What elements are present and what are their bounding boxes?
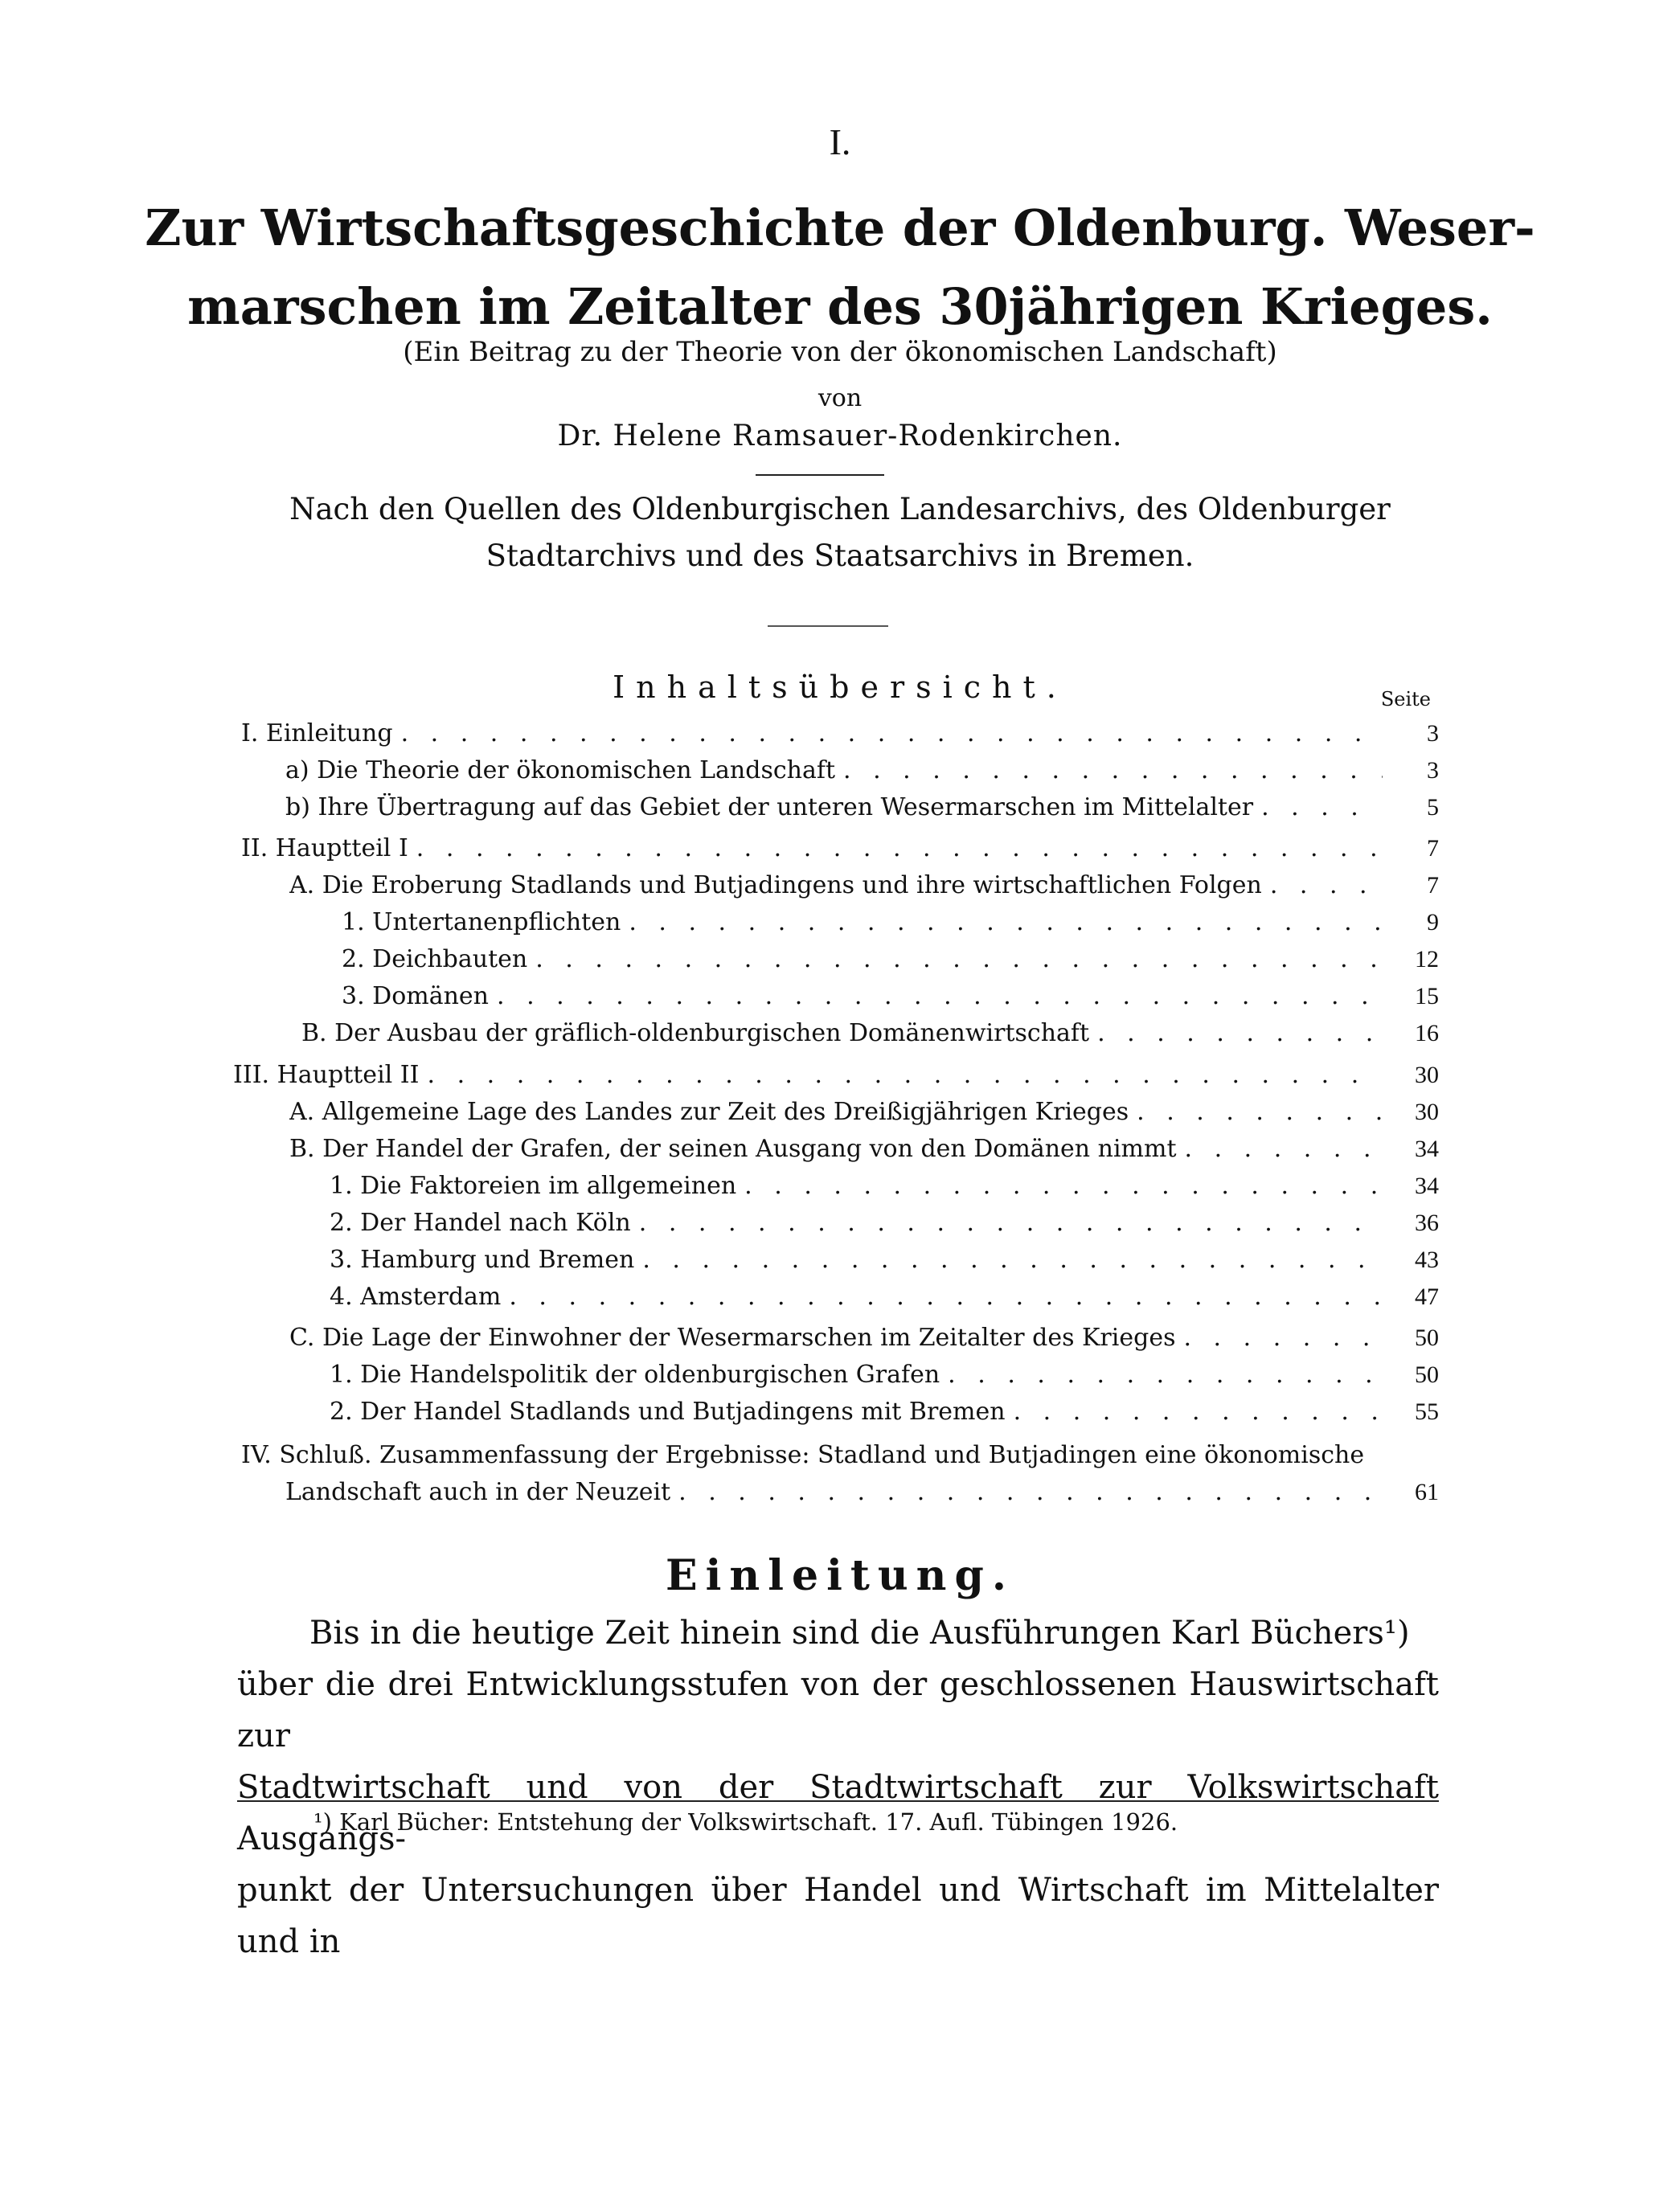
toc-entry-page: 30 bbox=[1415, 1099, 1439, 1125]
toc-entry-page: 47 bbox=[1415, 1284, 1439, 1310]
toc-entry bbox=[301, 1019, 1439, 1056]
section-heading: Einleitung. bbox=[666, 1551, 1014, 1600]
toc-entry bbox=[330, 1283, 1439, 1320]
sources-note bbox=[121, 486, 1559, 579]
toc-leader bbox=[1097, 1019, 1383, 1047]
toc-leader bbox=[1270, 871, 1383, 899]
toc-entry-text: IV. Schluß. Zusammenfassung der Ergebnisse: Stadland und Butjadingen eine ökonomische bbox=[241, 1441, 1365, 1469]
divider bbox=[768, 625, 888, 627]
toc-entry-page: 50 bbox=[1415, 1361, 1439, 1388]
toc-entry-text: 4. Amsterdam bbox=[330, 1283, 502, 1311]
toc-entry-page: 30 bbox=[1415, 1062, 1439, 1088]
toc-leader bbox=[629, 908, 1383, 936]
toc-entry-page: 12 bbox=[1415, 946, 1439, 972]
toc-entry-page: 7 bbox=[1427, 835, 1439, 862]
toc-entry bbox=[289, 1098, 1439, 1135]
toc-entry bbox=[330, 1398, 1439, 1435]
toc-entry-page: 3 bbox=[1427, 720, 1439, 747]
toc-entry-text: B. Der Ausbau der gräflich-oldenburgischen Domänenwirtschaft bbox=[301, 1019, 1090, 1047]
toc-entry-text: 2. Der Handel Stadlands und Butjadingens mit Bremen bbox=[330, 1398, 1006, 1426]
toc-entry bbox=[285, 1478, 1439, 1515]
toc-entry-page: 9 bbox=[1427, 909, 1439, 936]
toc-entry bbox=[285, 756, 1439, 793]
toc-leader bbox=[497, 982, 1383, 1010]
toc-entry-text: III. Hauptteil II bbox=[233, 1061, 420, 1089]
author-name: Dr. Helene Ramsauer-Rodenkirchen. bbox=[557, 420, 1123, 452]
toc-entry-text: 2. Der Handel nach Köln bbox=[330, 1209, 631, 1237]
toc-entry bbox=[289, 1135, 1439, 1172]
divider bbox=[756, 474, 884, 476]
toc-entry-page: 34 bbox=[1415, 1173, 1439, 1199]
intro-line-3: Stadtwirtschaft und von der Stadtwirtschaft zur Volkswirtschaft Ausgangs- bbox=[237, 1769, 1439, 1857]
toc-leader bbox=[535, 945, 1383, 973]
sources-line-1: Nach den Quellen des Oldenburgischen Landesarchivs, des Oldenburger bbox=[289, 492, 1391, 526]
chapter-title bbox=[121, 189, 1559, 346]
toc-entry-page: 7 bbox=[1427, 872, 1439, 899]
toc-entry-page: 43 bbox=[1415, 1247, 1439, 1273]
footnote: ¹) Karl Bücher: Entstehung der Volkswirtschaft. 17. Aufl. Tübingen 1926. bbox=[313, 1808, 1178, 1836]
chapter-numeral: I. bbox=[829, 121, 851, 162]
toc-entry-text: A. Die Eroberung Stadlands und Butjadingens und ihre wirtschaftlichen Folgen bbox=[289, 871, 1262, 899]
toc-entry bbox=[289, 1324, 1439, 1361]
title-line-2: marschen im Zeitalter des 30jährigen Krieges. bbox=[187, 277, 1493, 336]
toc-entry bbox=[330, 1246, 1439, 1283]
toc-entry bbox=[330, 1361, 1439, 1398]
toc-heading: Inhaltsübersicht. bbox=[613, 669, 1067, 705]
toc-leader bbox=[948, 1361, 1383, 1389]
toc-leader bbox=[744, 1172, 1383, 1200]
toc-leader bbox=[1014, 1398, 1383, 1426]
title-line-1: Zur Wirtschaftsgeschichte der Oldenburg. Weser- bbox=[145, 199, 1535, 257]
toc-leader bbox=[843, 756, 1383, 784]
intro-paragraph bbox=[237, 1607, 1439, 1967]
toc-entry bbox=[241, 834, 1439, 871]
toc-entry-page: 34 bbox=[1415, 1136, 1439, 1162]
von-label: von bbox=[817, 384, 863, 412]
toc-entry bbox=[285, 793, 1439, 830]
toc-leader bbox=[642, 1246, 1383, 1274]
toc-leader bbox=[416, 834, 1383, 862]
intro-line-2: über die drei Entwicklungsstufen von der geschlossenen Hauswirtschaft zur bbox=[237, 1666, 1439, 1754]
toc-leader bbox=[428, 1061, 1383, 1089]
toc-page-column-label: Seite bbox=[1380, 688, 1431, 710]
toc-entry-text: A. Allgemeine Lage des Landes zur Zeit des Dreißigjährigen Krieges bbox=[289, 1098, 1129, 1126]
toc-entry-page: 16 bbox=[1415, 1020, 1439, 1046]
toc-leader bbox=[509, 1283, 1383, 1311]
toc-leader bbox=[1185, 1135, 1383, 1163]
toc-entry-page: 3 bbox=[1427, 757, 1439, 784]
toc-entry-text: a) Die Theorie der ökonomischen Landschaft bbox=[285, 756, 836, 784]
intro-line-1: Bis in die heutige Zeit hinein sind die Ausführungen Karl Büchers¹) bbox=[309, 1615, 1410, 1652]
toc-leader bbox=[401, 719, 1383, 747]
toc-entry-text: II. Hauptteil I bbox=[241, 834, 408, 862]
toc-entry-text: 1. Untertanenpflichten bbox=[342, 908, 621, 936]
toc-entry-page: 5 bbox=[1427, 794, 1439, 821]
toc-entry-text: b) Ihre Übertragung auf das Gebiet der unteren Wesermarschen im Mittelalter bbox=[285, 793, 1254, 821]
toc-leader bbox=[639, 1209, 1383, 1237]
subtitle: (Ein Beitrag zu der Theorie von der ökonomischen Landschaft) bbox=[403, 336, 1277, 368]
toc-entry-text: 1. Die Handelspolitik der oldenburgischen Grafen bbox=[330, 1361, 940, 1389]
toc-entry-page: 15 bbox=[1415, 983, 1439, 1009]
toc-entry bbox=[342, 945, 1439, 982]
toc-entry-text: B. Der Handel der Grafen, der seinen Ausgang von den Domänen nimmt bbox=[289, 1135, 1177, 1163]
toc-entry bbox=[330, 1172, 1439, 1209]
toc-entry-page: 36 bbox=[1415, 1210, 1439, 1236]
toc-leader bbox=[678, 1478, 1383, 1506]
toc-entry-page: 55 bbox=[1415, 1398, 1439, 1425]
toc-entry bbox=[342, 982, 1439, 1019]
toc-entry bbox=[342, 908, 1439, 945]
toc-entry-text: 3. Hamburg und Bremen bbox=[330, 1246, 635, 1274]
toc-leader bbox=[1183, 1324, 1383, 1352]
footnote-rule bbox=[237, 1800, 1439, 1802]
toc-leader bbox=[1261, 793, 1383, 821]
toc-entry-text: 3. Domänen bbox=[342, 982, 490, 1010]
toc-entry bbox=[289, 871, 1439, 908]
sources-line-2: Stadtarchivs und des Staatsarchivs in Bremen. bbox=[486, 538, 1194, 573]
toc-entry-text: I. Einleitung bbox=[241, 719, 393, 747]
toc-entry bbox=[241, 719, 1439, 756]
toc-entry-text: 1. Die Faktoreien im allgemeinen bbox=[330, 1172, 737, 1200]
toc-entry-page: 61 bbox=[1415, 1479, 1439, 1505]
toc-entry-page: 50 bbox=[1415, 1325, 1439, 1351]
toc-entry-text: 2. Deichbauten bbox=[342, 945, 528, 973]
toc-entry-text: Landschaft auch in der Neuzeit bbox=[285, 1478, 671, 1506]
toc-entry-text: C. Die Lage der Einwohner der Wesermarschen im Zeitalter des Krieges bbox=[289, 1324, 1176, 1352]
toc-entry bbox=[233, 1061, 1439, 1098]
toc-entry bbox=[330, 1209, 1439, 1246]
intro-line-4: punkt der Untersuchungen über Handel und Wirtschaft im Mittelalter und in bbox=[237, 1872, 1439, 1960]
toc-leader bbox=[1137, 1098, 1383, 1126]
